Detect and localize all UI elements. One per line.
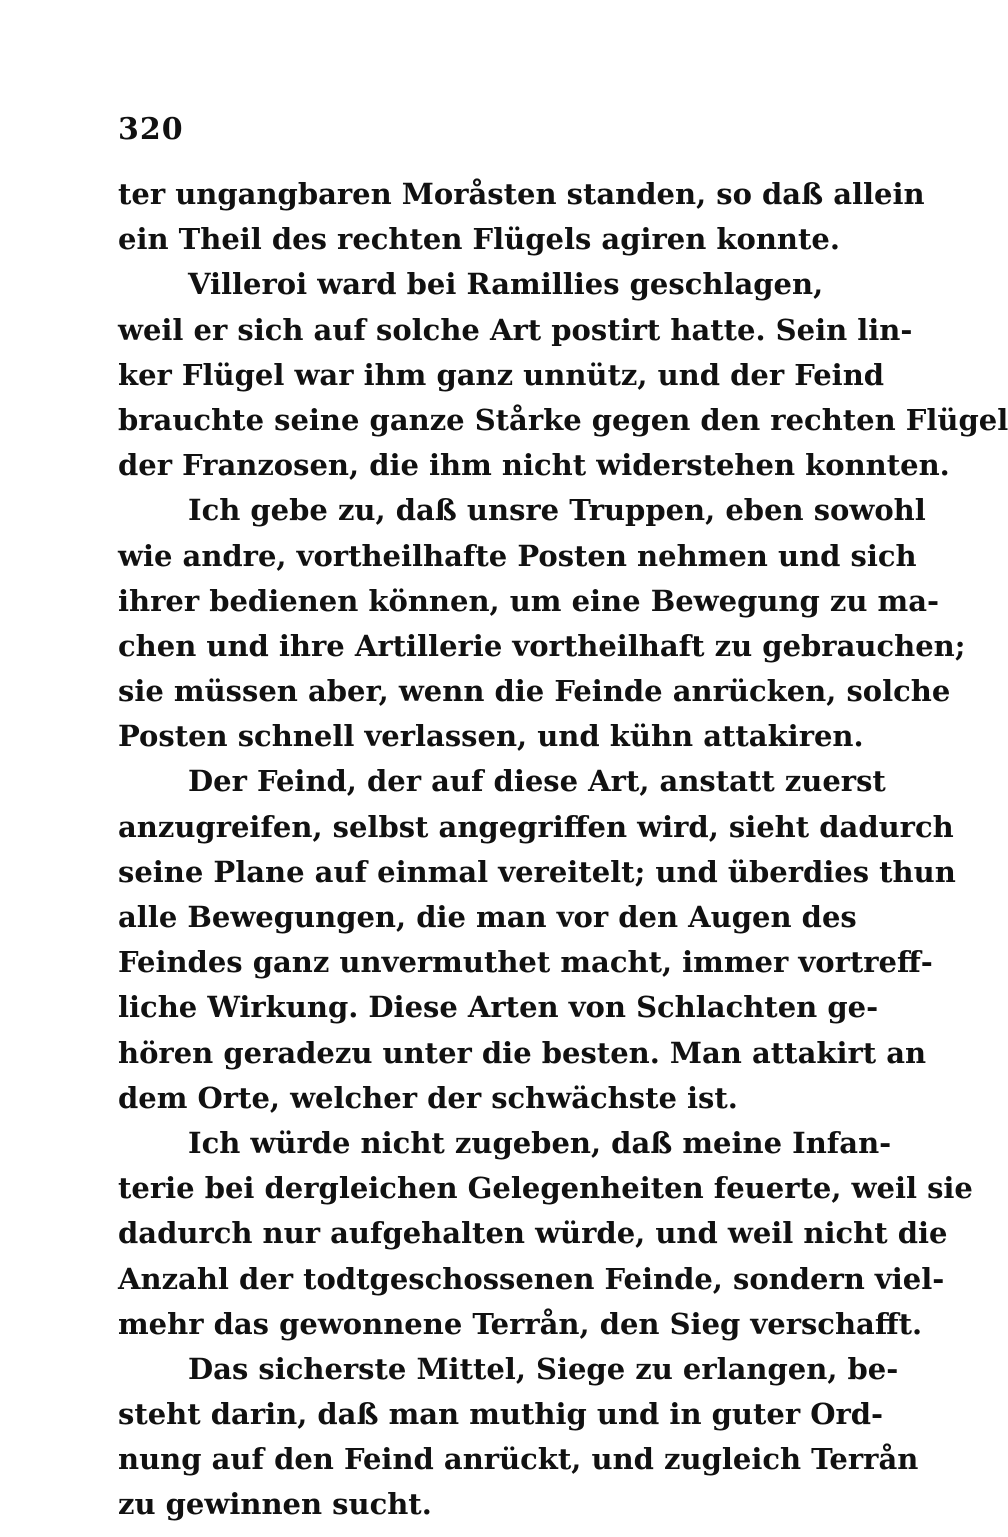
paragraph-start-line: Villeroi ward bei Ramillies geschlagen,	[188, 267, 824, 302]
text-line: ihrer bedienen können, um eine Bewegung zu ma-	[118, 583, 940, 618]
text-line: Feindes ganz unvermuthet macht, immer vortreff-	[118, 945, 933, 980]
text-line: liche Wirkung. Diese Arten von Schlachten ge-	[118, 990, 879, 1025]
text-line: sie müssen aber, wenn die Feinde anrücken, solche	[118, 674, 951, 709]
text-line: Anzahl der todtgeschossenen Feinde, sondern viel-	[118, 1261, 945, 1296]
paragraph-end-line: dem Orte, welcher der schwächste ist.	[118, 1080, 738, 1115]
paragraph-end-line: zu gewinnen sucht.	[118, 1487, 432, 1522]
text-line: ter ungangbaren Moråsten standen, so daß allein	[118, 177, 925, 211]
text-line: hören geradezu unter die besten. Man attakirt an	[118, 1035, 927, 1070]
paragraph-end-line: der Franzosen, die ihm nicht widerstehen konnten.	[118, 448, 950, 483]
paragraph-start-line: Der Feind, der auf diese Art, anstatt zuerst	[188, 764, 886, 799]
paragraph-start-line: Ich würde nicht zugeben, daß meine Infan-	[188, 1125, 892, 1160]
text-line: anzugreifen, selbst angegriffen wird, sieht dadurch	[118, 809, 954, 844]
text-line: steht darin, daß man muthig und in guter Ord-	[118, 1397, 884, 1432]
text-line: dadurch nur aufgehalten würde, und weil nicht die	[118, 1216, 948, 1251]
text-line: wie andre, vortheilhafte Posten nehmen und sich	[118, 538, 917, 573]
text-line: alle Bewegungen, die man vor den Augen des	[118, 900, 857, 934]
text-line: brauchte seine ganze Stårke gegen den rechten Flügel	[118, 402, 1008, 437]
page-number: 320	[118, 112, 184, 147]
body-text	[118, 172, 1008, 1528]
paragraph-end-line: mehr das gewonnene Terrån, den Sieg verschafft.	[118, 1306, 923, 1341]
paragraph-end-line: Posten schnell verlassen, und kühn attakiren.	[118, 719, 864, 754]
text-line: ker Flügel war ihm ganz unnütz, und der Feind	[118, 357, 885, 392]
text-line: chen und ihre Artillerie vortheilhaft zu gebrauchen;	[118, 628, 966, 663]
text-line: seine Plane auf einmal vereitelt; und überdies thun	[118, 854, 956, 889]
paragraph-end-line: ein Theil des rechten Flügels agiren konnte.	[118, 222, 840, 257]
text-line: nung auf den Feind anrückt, und zugleich Terrån	[118, 1442, 919, 1477]
paragraph-start-line: Das sicherste Mittel, Siege zu erlangen, be-	[188, 1351, 899, 1386]
paragraph-start-line: Ich gebe zu, daß unsre Truppen, eben sowohl	[188, 493, 926, 528]
text-line: terie bei dergleichen Gelegenheiten feuerte, weil sie	[118, 1171, 973, 1206]
text-line: weil er sich auf solche Art postirt hatte. Sein lin-	[118, 312, 913, 347]
